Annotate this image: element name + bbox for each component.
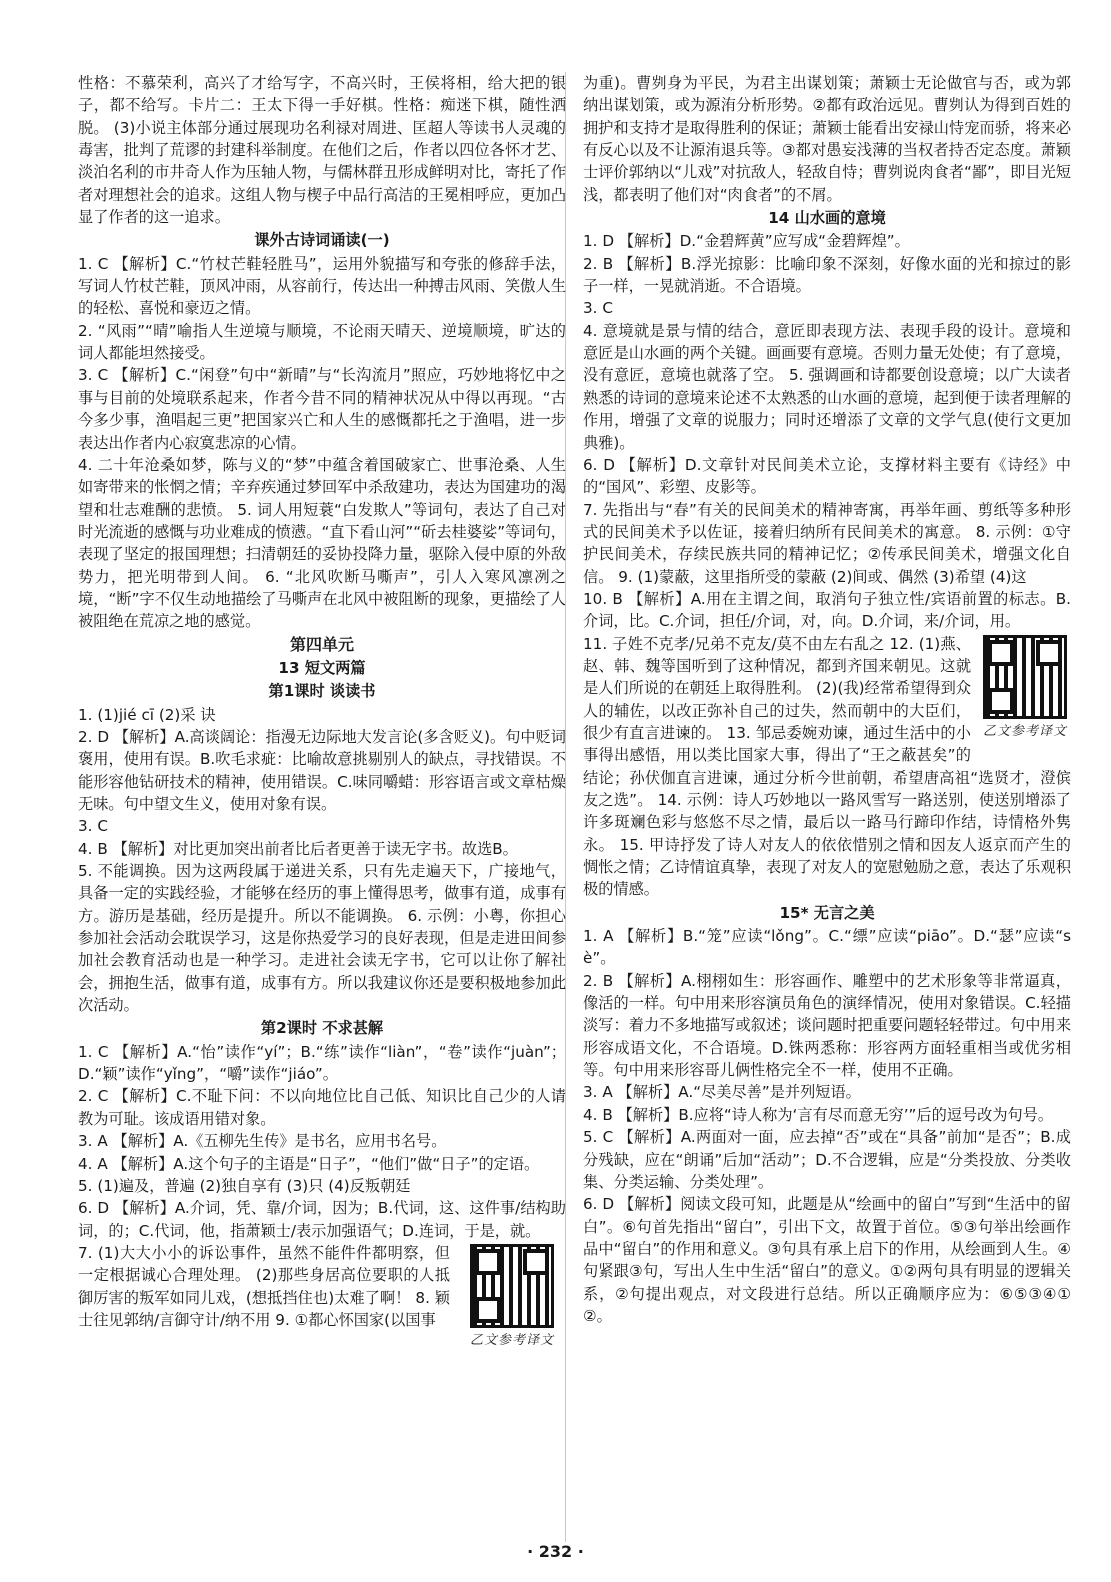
section-heading-poetry: 课外古诗词诵读(一) bbox=[254, 231, 390, 250]
answer-item: 5. C 【解析】A.两面对一面，应去掉“否”或在“具备”前加“是否”；B.成分残缺，应在“朗诵”后加“活动”；D.不合逻辑，应是“分类投放、分类收集、分类运输、分类处理”。 bbox=[583, 1128, 1071, 1191]
answer-item: 4. 二十年沧桑如梦，陈与义的“梦”中蕴含着国破家亡、世事沧桑、人生如寄带来的怅惘之情；辛弃疾通过梦回军中杀敌建功，表达为国建功的渴望和壮志难酬的悲愤。 5. 词人用短蓑“白发欺人”等词句，表达了自己对时光流逝的感慨与功业难成的愤懑。“直下看山河”“斫去桂婆娑”等词句，表现了坚定的报国理想；扫清朝廷的妥协投降力量，驱除入侵中原的外敌势力，把光明带到人间。 6. “北风吹断马嘶声”，引人入寒风凛冽之境，“断”字不仅生动地描绘了马嘶声在北风中被阻断的现象，更描绘了人被阻绝在荒凉之地的感觉。 bbox=[78, 455, 566, 631]
answer-item: 1. C 【解析】A.“怡”读作“yí”；B.“练”读作“liàn”，“卷”读作“juàn”；D.“颖”读作“yǐng”，“嚼”读作“jiáo”。 bbox=[78, 1042, 566, 1084]
class-period-heading: 第2课时 不求甚解 bbox=[260, 1019, 384, 1038]
lesson-heading: 15* 无言之美 bbox=[779, 903, 875, 922]
answer-item: 2. C 【解析】C.不耻下问：不以向地位比自己低、知识比自己少的人请教为可耻。该成语用错对象。 bbox=[78, 1087, 566, 1128]
qr-code-block[interactable] bbox=[458, 1244, 566, 1352]
answer-item: 6. D 【解析】A.介词，凭、靠/介词，因为；B.代词，这、这件事/结构助词，的；C.代词，他，指萧颖士/表示加强语气；D.连词，于是，就。 bbox=[78, 1199, 566, 1240]
answer-item: 1. D 【解析】D.“金碧辉黄”应写成“金碧辉煌”。 bbox=[583, 232, 910, 251]
qr-caption: 乙文参考译文 bbox=[982, 723, 1067, 739]
unit-heading: 第四单元 bbox=[289, 634, 354, 654]
answer-item: 6. D 【解析】阅读文段可知，此题是从“绘画中的留白”写到“生活中的留白”。⑥句首先指出“留白”，引出下文，故置于首位。⑤③句举出绘画作品中“留白”的作用和意义。③句具有承上启下的作用，从绘画到人生。④句紧跟③句，写出人生中生活“留白”的意义。①②两句具有明显的逻辑关系，②句提出观点，对文段进行总结。所以正确顺序应为：⑥⑤③④①②。 bbox=[583, 1195, 1071, 1325]
answer-item: 2. “风雨”“晴”喻指人生逆境与顺境，不论雨天晴天、逆境顺境，旷达的词人都能坦然接受。 bbox=[78, 321, 566, 363]
answer-item: 4. B 【解析】B.应将“诗人称为‘言有尽而意无穷’”后的逗号改为句号。 bbox=[583, 1105, 1054, 1124]
answer-item: 11. 子姓不克孝/兄弟不克友/莫不由左右乱之 12. (1)燕、赵、韩、魏等国听到了这种情况，都到齐国来朝见。这就是人们所说的在朝廷上取得胜利。 (2)(我)经常希望得到众人的辅佐，以改正弥补自己的过失，然而朝中的大臣们，很少有直言进谏的。 13. 邹忌委婉劝谏，通过生活中的小事得出感悟，用以类比国家大事，得出了“王之蔽甚矣”的结论；孙伏伽直言进谏，通过分析今世前朝，希望唐高祖“选贤才，澄傧友之选”。 14. 示例：诗人巧妙地以一路风雪写一路送别，使送别增添了许多斑斓色彩与悠悠不尽之情，最后以一路马行蹄印作结，诗情格外隽永。 15. 甲诗抒发了诗人对友人的依依惜别之情和因友人返京而产生的惆怅之情；乙诗情谊真挚，表现了对友人的宽慰勉励之意，表达了乐观积极的情感。 bbox=[583, 634, 1071, 899]
lesson-heading: 14 山水画的意境 bbox=[768, 209, 886, 228]
class-period-heading: 第1课时 谈读书 bbox=[268, 682, 376, 701]
qr-caption: 乙文参考译文 bbox=[469, 1332, 554, 1348]
right-column bbox=[583, 72, 1071, 1327]
answer-item: 2. B 【解析】A.栩栩如生：形容画作、雕塑中的艺术形象等非常逼真，像活的一样。句中用来形容演员角色的演绎情况，使用对象错误。C.轻描淡写：着力不多地描写或叙述；谈问题时把重要问题轻轻带过。句中用来形容成语文化，不合语境。D.铢两悉称：形容两方面轻重相当或优劣相等。句中用来形容哥儿俩性格完全不一样，使用不正确。 bbox=[583, 971, 1071, 1080]
answer-item: 2. D 【解析】A.高谈阔论：指漫无边际地大发言论(多含贬义)。句中贬词褒用，使用有误。B.吹毛求疵：比喻故意挑剔别人的缺点，寻找错误。不能形容他钻研技术的精神，使用错误。C.味同嚼蜡：形容语言或文章枯燥无味。句中望文生义，使用对象有误。 bbox=[78, 727, 566, 813]
page-number: · 232 · bbox=[527, 1542, 584, 1561]
answer-item: 5. (1)遍及，普遍 (2)独自享有 (3)只 (4)反叛朝廷 bbox=[78, 1176, 411, 1195]
continued-answer-text: 性格：不慕荣利，高兴了才给写字，不高兴时，王侯将相，给大把的银子，都不给写。卡片二：王太下得一手好棋。性格：痴迷下棋，随性洒脱。 (3)小说主体部分通过展现功名利禄对周进、匡超人等读书人灵魂的毒害，批判了荒谬的封建科举制度。在他们之后，作者以四位各怀才艺、淡泊名利的市井奇人作为压轴人物，与儒林群丑形成鲜明对比，寄托了作者对理想社会的追求。这组人物与楔子中品行高洁的王冕相呼应，更加凸显了作者的这一追求。 bbox=[78, 74, 566, 227]
answer-item: 3. C 【解析】C.“闲登”句中“新晴”与“长沟流月”照应，巧妙地将忆中之事与目前的处境联系起来，作者今昔不同的精神状况从中得以再现。“古今多少事，渔唱起三更”把国家兴亡和人生的感慨都托之于渔唱，进一步表达出作者内心寂寞悲凉的心情。 bbox=[78, 366, 566, 452]
answer-item: 4. A 【解析】A.这个句子的主语是“日子”，“他们”做“日子”的定语。 bbox=[78, 1154, 540, 1173]
answer-item: 1. A 【解析】B.“笼”应读“lǒng”。C.“缥”应读“piāo”。D.“瑟”应读“sè”。 bbox=[583, 927, 1071, 968]
answer-item: 7. 先指出与“春”有关的民间美术的精神寄寓，再举年画、剪纸等多种形式的民间美术予以佐证，接着归纳所有民间美术的寓意。 8. 示例：①守护民间美术，存续民族共同的精神记忆；②传承民间美术，增强文化自信。 9. (1)蒙蔽，这里指所受的蒙蔽 (2)间或、偶然 (3)希望 (4)这 bbox=[583, 500, 1071, 586]
lesson-heading: 13 短文两篇 bbox=[278, 658, 366, 677]
continued-answer-text: 为重)。曹刿身为平民，为君主出谋划策；萧颖士无论做官与否，或为郭纳出谋划策，或为源洧分析形势。②都有政治远见。曹刿认为得到百姓的拥护和支持才是取得胜利的保证；萧颖士能看出安禄山恃宠而骄，将来必有反心以及不让源洧退兵等。③都对愚妄浅薄的当权者持否定态度。萧颖士评价郭纳以“儿戏”对抗敌人，轻敌自恃；曹刿说肉食者“鄙”，即目光短浅，都表明了他们对“肉食者”的不屑。 bbox=[583, 74, 1071, 204]
qr-code[interactable] bbox=[983, 635, 1067, 719]
answer-item: 7. (1)大大小小的诉讼事件，虽然不能件件都明察，但一定根据诚心合理处理。 (2)那些身居高位要职的人抵御厉害的叛军如同儿戏，(想抵挡住也)太难了啊！ 8. 颖士往见郭纳/言御守计/纳不用 9. ①都心怀国家(以国事 bbox=[78, 1243, 450, 1329]
answer-item: 6. D 【解析】D.文章针对民间美术立论，支撑材料主要有《诗经》中的“国风”、彩塑、皮影等。 bbox=[583, 455, 1071, 497]
answer-item: 2. B 【解析】B.浮光掠影：比喻印象不深刻，好像水面的光和掠过的影子一样，一晃就消逝。不合语境。 bbox=[583, 254, 1071, 296]
answer-item: 3. A 【解析】A.《五柳先生传》是书名，应用书名号。 bbox=[78, 1132, 447, 1151]
left-column bbox=[78, 72, 566, 1354]
answer-item: 3. C bbox=[583, 299, 613, 318]
qr-code[interactable] bbox=[470, 1244, 554, 1328]
answer-item: 3. C bbox=[78, 817, 108, 836]
answer-item: 1. C 【解析】C.“竹杖芒鞋轻胜马”，运用外貌描写和夸张的修辞手法，写词人竹杖芒鞋，顶风冲雨，从容前行，传达出一种搏击风雨、笑傲人生的轻松、喜悦和豪迈之情。 bbox=[78, 254, 566, 318]
qr-code-block[interactable] bbox=[979, 635, 1071, 743]
answer-item: 4. B 【解析】对比更加突出前者比后者更善于读无字书。故选B。 bbox=[78, 839, 518, 858]
answer-item: 3. A 【解析】A.“尽美尽善”是并列短语。 bbox=[583, 1083, 861, 1102]
answer-item: 4. 意境就是景与情的结合，意匠即表现方法、表现手段的设计。意境和意匠是山水画的两个关键。画画要有意境。否则力量无处使；有了意境，没有意匠，意境也就落了空。 5. 强调画和诗都要创设意境；以广大读者熟悉的诗词的意境来论述不太熟悉的山水画的意境，起到便于读者理解的作用，增强了文章的说服力；同时还增添了文章的文学气息(使行文更加典雅)。 bbox=[583, 321, 1071, 452]
answer-item: 1. (1)jié cī (2)采 诀 bbox=[78, 705, 216, 724]
answer-item: 10. B 【解析】A.用在主谓之间，取消句子独立性/宾语前置的标志。B.介词，比。C.介词，担任/介词，对，向。D.介词，来/介词，用。 bbox=[583, 589, 1071, 631]
answer-item: 5. 不能调换。因为这两段属于递进关系，只有先走遍天下，广接地气，具备一定的实践经验，才能够在经历的事上懂得思考，做事有道，成事有方。游历是基础，经历是提升。所以不能调换。 6. 示例：小粤，你担心参加社会活动会耽误学习，这是你热爱学习的良好表现，但是走进田间参加社会教育活动也是一种学习。走进社会读无字书，它可以让你了解社会，拥抱生活，做事有道，成事有方。所以我建议你还是要积极地参加此次活动。 bbox=[78, 862, 566, 1015]
